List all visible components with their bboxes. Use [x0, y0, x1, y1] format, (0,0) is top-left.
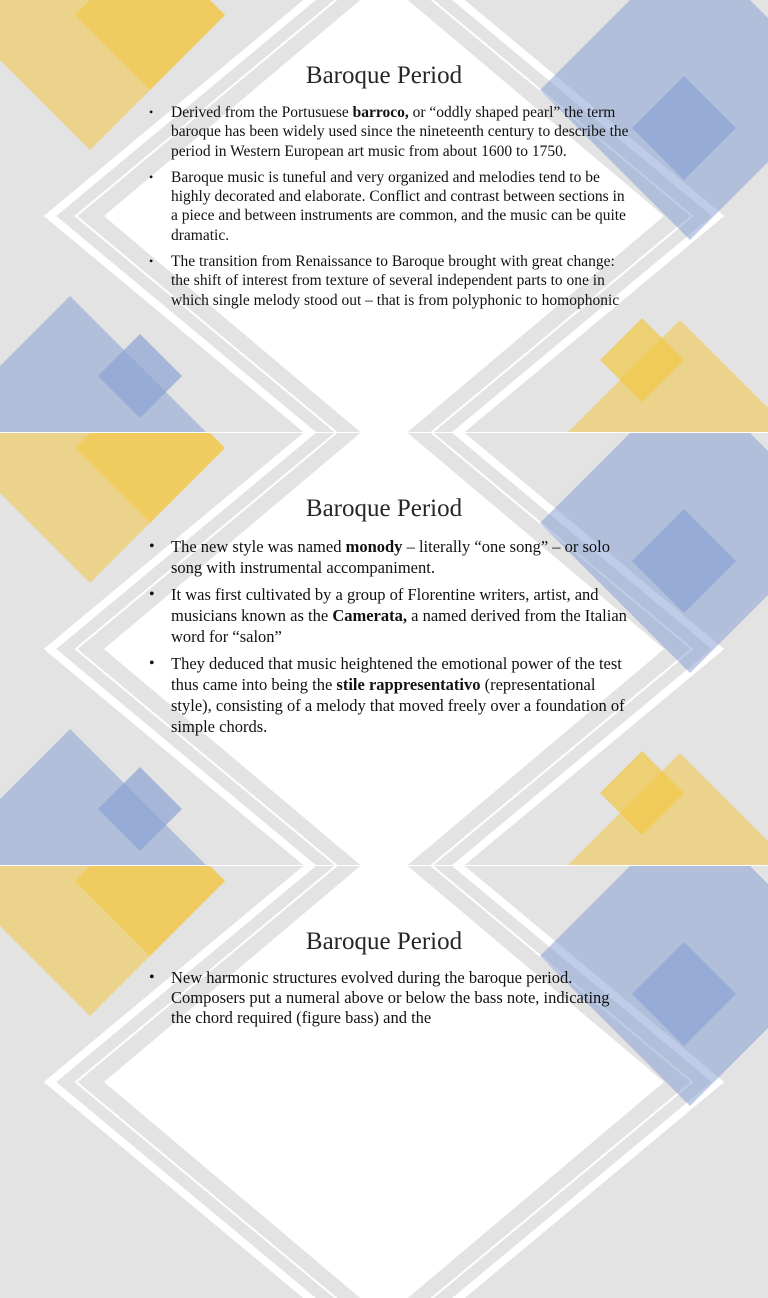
bold-term: barroco,: [352, 104, 409, 121]
bullet-text: or “oddly shaped pearl” the term baroque has been widely used since the nineteenth century to describe the period in Western European art music from about 1600 to 1750.: [171, 104, 629, 160]
bullet-list: [149, 536, 629, 743]
bullet-item: [149, 168, 629, 245]
slide-2: [0, 433, 768, 865]
bullet-text: The transition from Renaissance to Baroque brought with great change: the shift of interest from texture of several independent parts to one in which single melody stood out – that is from polyphonic to homophonic: [171, 253, 620, 309]
bullet-text: New harmonic structures evolved during the baroque period. Composers put a numeral above or below the bass note, indicating the chord required (figure bass) and the: [171, 968, 610, 1027]
bullet-text: The new style was named: [171, 537, 346, 556]
bullet-text: – literally “one song” – or solo song with instrumental accompaniment.: [171, 537, 611, 577]
bullet-text: Derived from the Portusuese: [171, 104, 353, 121]
slide-3: [0, 866, 768, 1298]
slide-1: [0, 0, 768, 432]
bullet-item: [149, 653, 629, 737]
bold-term: Camerata,: [332, 606, 407, 625]
bold-term: monody: [345, 537, 403, 556]
bold-term: stile rappresentativo: [336, 675, 481, 694]
bullet-item: [149, 252, 629, 310]
slide-title: Baroque Period: [305, 928, 463, 955]
slide-title: Baroque Period: [305, 62, 463, 89]
bullet-item: [149, 584, 629, 647]
bullet-list: [149, 968, 629, 1028]
bullet-item: [149, 103, 629, 161]
bullet-list: [149, 103, 629, 317]
bullet-item: [149, 968, 629, 1028]
bullet-text: They deduced that music heightened the emotional power of the test thus came into being the: [171, 654, 622, 694]
bullet-item: [149, 536, 629, 578]
bullet-text: (representational style), consisting of a melody that moved freely over a foundation of simple chords.: [171, 675, 625, 736]
slide-title: Baroque Period: [305, 495, 463, 522]
bullet-text: It was first cultivated by a group of Florentine writers, artist, and musicians known as the: [171, 585, 599, 625]
bullet-text: a named derived from the Italian word for “salon”: [171, 606, 627, 646]
bullet-text: Baroque music is tuneful and very organized and melodies tend to be highly decorated and elaborate. Conflict and contrast between sections in a piece and between instruments are common, and the music can be quite dramatic.: [171, 168, 626, 244]
